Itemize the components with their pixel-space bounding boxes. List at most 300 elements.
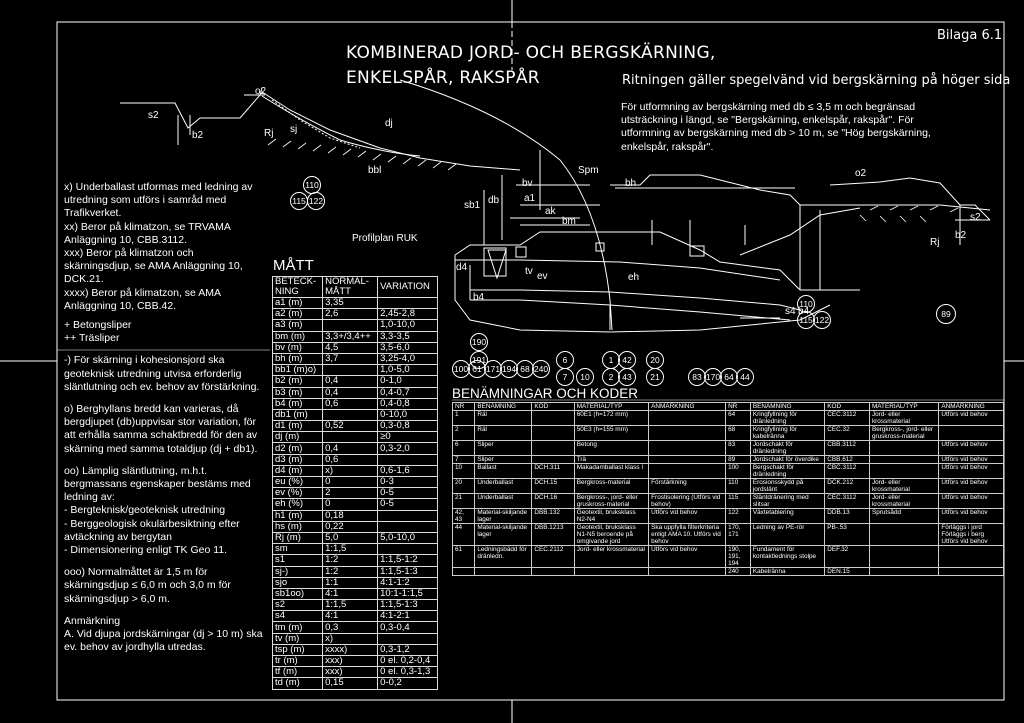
codes-cell — [649, 426, 726, 441]
dimension-row — [273, 566, 438, 577]
dimension-row — [273, 454, 438, 465]
codes-cell: Utförs vid behov — [649, 509, 726, 524]
callout-171: 171 — [484, 360, 502, 378]
note-cohesive-soil: -) För skärning i kohesionsjord ska geoteknisk utredning utvisa erforderlig släntlutning och ev. behov av förstärkning. — [64, 354, 260, 393]
label-o2: o2 — [255, 86, 267, 97]
label-rj-right: Rj — [930, 237, 940, 248]
dimension-variation: 0 el. 0,3-1,3 — [378, 667, 438, 678]
dimension-designation: bv (m) — [273, 342, 323, 353]
label-bv: bv — [522, 178, 533, 189]
dimension-normal: 3,35 — [323, 298, 378, 309]
dimension-designation: sj-) — [273, 566, 323, 577]
dimension-row — [273, 376, 438, 387]
codes-cell — [869, 456, 938, 464]
codes-cell: Makadamballast klass I — [574, 464, 648, 479]
dimension-variation: 0,4-0,8 — [378, 398, 438, 409]
dimension-row — [273, 365, 438, 376]
dimension-designation: b3 (m) — [273, 387, 323, 398]
codes-cell: Växtetablering — [750, 509, 824, 524]
codes-cell: CEC.3112 — [825, 411, 870, 426]
codes-col-header: KOD — [825, 403, 870, 411]
callout-190: 190 — [470, 333, 488, 351]
codes-cell — [532, 411, 574, 426]
codes-col-header: MATERIAL/TYP — [574, 403, 648, 411]
codes-cell: 83 — [726, 441, 751, 456]
codes-cell: Sliper — [475, 456, 532, 464]
dimension-row — [273, 622, 438, 633]
matt-heading: MÅTT — [273, 257, 314, 274]
dimension-designation: a1 (m) — [273, 298, 323, 309]
dimension-row — [273, 421, 438, 432]
callout-21: 21 — [646, 368, 664, 386]
dimension-normal: 5,0 — [323, 532, 378, 543]
callout-7: 7 — [556, 368, 574, 386]
dimension-designation: d3 (m) — [273, 454, 323, 465]
codes-cell: 115 — [726, 494, 751, 509]
dimension-row — [273, 600, 438, 611]
dimension-designation: b4 (m) — [273, 398, 323, 409]
codes-cell: Släntdränering med slitsar — [750, 494, 824, 509]
dimension-normal: 0 — [323, 477, 378, 488]
label-s2-right: s2 — [970, 212, 981, 223]
codes-cell — [869, 464, 938, 479]
dimension-variation — [378, 298, 438, 309]
callout-110: 110 — [303, 176, 321, 194]
dimension-row — [273, 409, 438, 420]
callout-122: 122 — [307, 192, 325, 210]
label-sb1: sb1 — [464, 200, 481, 211]
codes-cell: 110 — [726, 479, 751, 494]
codes-cell: 100 — [726, 464, 751, 479]
dimension-designation: d4 (m) — [273, 465, 323, 476]
dimension-normal — [323, 365, 378, 376]
codes-cell: 60E1 (h=172 mm) — [574, 411, 648, 426]
note-normal-dimension: ooo) Normalmåttet är 1,5 m för skärningsdjup ≤ 6,0 m och 3,0 m för skärningsdjup > 6,0 m. — [64, 566, 231, 605]
dimension-designation: tm (m) — [273, 622, 323, 633]
dimension-normal: 1:2 — [323, 566, 378, 577]
codes-cell: Räl — [475, 426, 532, 441]
label-d4: d4 — [456, 262, 468, 273]
callout-170: 170 — [704, 368, 722, 386]
codes-cell: 20 — [453, 479, 475, 494]
label-rj: Rj — [264, 128, 274, 139]
codes-cell: 6 — [453, 441, 475, 456]
label-b4-left: b4 — [473, 292, 485, 303]
dimension-designation: dj (m) — [273, 432, 323, 443]
label-b2: b2 — [192, 130, 204, 141]
codes-cell: Underballast — [475, 494, 532, 509]
label-dj: dj — [385, 118, 393, 129]
label-profile-plane: Profilplan RUK — [352, 233, 418, 244]
codes-cell: 10 — [453, 464, 475, 479]
codes-cell: 2 — [453, 426, 475, 441]
codes-cell: 89 — [726, 456, 751, 464]
codes-cell: Utförs vid behov — [649, 546, 726, 568]
codes-cell: CBC.3112 — [825, 464, 870, 479]
codes-cell: 1 — [453, 411, 475, 426]
codes-heading: BENÄMNINGAR OCH KODER — [452, 386, 639, 401]
dimension-normal: 2,6 — [323, 309, 378, 320]
codes-cell: Bergkross-, jord- eller gruskross-material — [574, 494, 648, 509]
codes-cell — [869, 524, 938, 546]
label-s4: s4 — [785, 306, 796, 317]
dimension-designation: s2 — [273, 600, 323, 611]
dimension-designation: bm (m) — [273, 331, 323, 342]
codes-cell — [869, 546, 938, 568]
note-climate-ama: xxxx) Beror på klimatzon, se AMA Anläggning 10, CBB.42. — [64, 286, 221, 312]
codes-cell: 7 — [453, 456, 475, 464]
dimension-row — [273, 320, 438, 331]
dimension-row — [273, 398, 438, 409]
codes-cell: Geotextil, bruksklass N2-N4 — [574, 509, 648, 524]
codes-cell: 44 — [453, 524, 475, 546]
dimension-designation: tv (m) — [273, 633, 323, 644]
codes-cell: 61 — [453, 546, 475, 568]
codes-cell — [649, 568, 726, 576]
dimension-row — [273, 633, 438, 644]
dimension-normal: 0,6 — [323, 454, 378, 465]
codes-row — [453, 441, 1004, 456]
codes-cell: Ledning av PE-rör — [750, 524, 824, 546]
label-o2-right: o2 — [855, 168, 867, 179]
codes-cell: Material-skiljande lager — [475, 509, 532, 524]
callout-1: 1 — [602, 351, 620, 369]
dimension-row — [273, 555, 438, 566]
dimension-variation: 0-1,0 — [378, 376, 438, 387]
dimension-normal: 4:1 — [323, 588, 378, 599]
codes-cell: DEN.15 — [825, 568, 870, 576]
codes-cell: Jord- eller krossmaterial — [869, 479, 938, 494]
codes-cell: Jordschakt för överdike — [750, 456, 824, 464]
label-tv: tv — [525, 266, 533, 277]
codes-cell: DCH.15 — [532, 479, 574, 494]
dimension-row — [273, 443, 438, 454]
dimension-row — [273, 532, 438, 543]
dimension-designation: sm — [273, 544, 323, 555]
dimension-normal: 0,52 — [323, 421, 378, 432]
label-db: db — [488, 195, 500, 206]
note-rock-shelf: o) Berghyllans bredd kan varieras, då bergdjupet (db)uppvisar stor variation, för att erhålla samma schaktbredd för den av skärning med samma totaldjup (dj + db1). — [64, 403, 258, 455]
dimension-normal: x) — [323, 633, 378, 644]
dimension-variation: 1,0-10,0 — [378, 320, 438, 331]
dimension-designation: b2 (m) — [273, 376, 323, 387]
codes-cell — [574, 568, 648, 576]
dimension-row — [273, 644, 438, 655]
codes-cell: Jord- eller krossmaterial — [869, 411, 938, 426]
dimension-variation: 0-5 — [378, 488, 438, 499]
callout-10: 10 — [576, 368, 594, 386]
dimension-normal: 4,5 — [323, 342, 378, 353]
dimension-variation — [378, 510, 438, 521]
dimension-designation: bh (m) — [273, 353, 323, 364]
codes-col-header: NR — [453, 403, 475, 411]
codes-row — [453, 509, 1004, 524]
codes-cell: Utförs vid behov — [939, 509, 1004, 524]
dimension-variation: 0,3-0,4 — [378, 622, 438, 633]
note-climate-zone: xx) Beror på klimatzon, se TRVAMA Anläggning 10, CBB.3112. — [64, 220, 231, 246]
dimension-normal: xxx) — [323, 667, 378, 678]
codes-cell: Utförs vid behov — [939, 456, 1004, 464]
codes-cell — [532, 426, 574, 441]
dimension-row — [273, 309, 438, 320]
dimension-variation: 5,0-10,0 — [378, 532, 438, 543]
codes-cell — [475, 568, 532, 576]
codes-cell: Jord- eller krossmaterial — [869, 494, 938, 509]
dimension-row — [273, 488, 438, 499]
dimension-variation: 3,25-4,0 — [378, 353, 438, 364]
dimension-designation: a3 (m) — [273, 320, 323, 331]
codes-col-header: BENÄMNING — [475, 403, 532, 411]
dimension-row — [273, 544, 438, 555]
callout-61: 61 — [468, 360, 486, 378]
codes-cell — [869, 568, 938, 576]
codes-table — [452, 402, 1004, 576]
dimension-row — [273, 611, 438, 622]
callout-122-right: 122 — [813, 311, 831, 329]
right-detail-outline — [830, 178, 990, 220]
dimension-variation: 2,45-2,8 — [378, 309, 438, 320]
dimension-designation: bb1 (m)o) — [273, 365, 323, 376]
drawing-title-line1: KOMBINERAD JORD- OCH BERGSKÄRNING, — [346, 43, 716, 63]
codes-cell: PB-.53 — [825, 524, 870, 546]
codes-cell — [532, 441, 574, 456]
appendix-label: Bilaga 6.1 — [937, 28, 1003, 43]
dimension-designation: tf (m) — [273, 667, 323, 678]
dimension-normal: 0,15 — [323, 678, 378, 689]
callout-6: 6 — [556, 351, 574, 369]
codes-col-header: BENÄMNING — [750, 403, 824, 411]
matt-col-normal: NORMAL- MÅTT — [323, 277, 378, 298]
label-sj: sj — [290, 124, 298, 135]
dimension-row — [273, 588, 438, 599]
dimension-variation: 3,3-3,5 — [378, 331, 438, 342]
codes-cell: Utförs vid behov — [939, 494, 1004, 509]
dimension-row — [273, 678, 438, 689]
dimension-variation: 1:1,5-1:2 — [378, 555, 438, 566]
info-paragraph: För utformning av bergskärning med db ≤ 3,5 m och begränsad utsträckning i längd, se "Bergskärning, enkelspår, rakspår". För utformning av bergskärning med db > 10 m, se "Hög bergskärning, enkelspår, rakspår". — [621, 101, 931, 153]
codes-col-header: MATERIAL/TYP — [869, 403, 938, 411]
codes-cell: Ballast — [475, 464, 532, 479]
dimension-normal: 2 — [323, 488, 378, 499]
codes-cell: Utförs vid behov — [939, 464, 1004, 479]
dimension-row — [273, 510, 438, 521]
codes-cell: Ska uppfylla filterkriteria enligt AMA 10. Utförs vid behov — [649, 524, 726, 546]
label-bbl: bbl — [368, 165, 382, 176]
dimension-row — [273, 432, 438, 443]
codes-col-header: KOD — [532, 403, 574, 411]
codes-cell: Kringfyllning för dränledning — [750, 411, 824, 426]
dimension-row — [273, 499, 438, 510]
callout-83: 83 — [688, 368, 706, 386]
dimension-row — [273, 387, 438, 398]
codes-cell: DCK.212 — [825, 479, 870, 494]
left-section-outline — [120, 88, 262, 128]
codes-cell: Geotextil, bruksklass N1-N5 beroende på omgivande jord — [574, 524, 648, 546]
codes-cell — [453, 568, 475, 576]
dimension-designation: s1 — [273, 555, 323, 566]
codes-cell: Bergkross-material — [574, 479, 648, 494]
label-ev: ev — [537, 271, 548, 282]
notes-column — [64, 181, 264, 655]
dimension-variation — [378, 633, 438, 644]
codes-cell: Förläggs i jord Förläggs i berg Utförs vid behov — [939, 524, 1004, 546]
dimension-normal: 0,6 — [323, 398, 378, 409]
codes-cell: 64 — [726, 411, 751, 426]
callout-42: 42 — [618, 351, 636, 369]
callout-110-right: 110 — [797, 295, 815, 313]
drawing-title-line2: ENKELSPÅR, RAKSPÅR — [346, 68, 540, 88]
dimension-normal: 0,18 — [323, 510, 378, 521]
dimension-normal — [323, 432, 378, 443]
dimension-row — [273, 342, 438, 353]
dimension-designation: ev (%) — [273, 488, 323, 499]
codes-cell: Förstärkning — [649, 479, 726, 494]
codes-cell: 122 — [726, 509, 751, 524]
callout-100: 100 — [452, 360, 470, 378]
dimension-designation: sb1oo) — [273, 588, 323, 599]
label-bm: bm — [562, 216, 576, 227]
dimension-designation: Rj (m) — [273, 532, 323, 543]
codes-row — [453, 494, 1004, 509]
dimension-designation: sjo — [273, 577, 323, 588]
callout-2: 2 — [602, 368, 620, 386]
dimension-normal: 0,4 — [323, 443, 378, 454]
codes-cell: Bergkross-, jord- eller gruskross-material — [869, 426, 938, 441]
codes-cell: CEC.32 — [825, 426, 870, 441]
dimension-normal: 0,3 — [323, 622, 378, 633]
dimension-variation — [378, 544, 438, 555]
dimension-variation: 0-0,2 — [378, 678, 438, 689]
dimension-normal: xxxx) — [323, 644, 378, 655]
codes-cell: Ledningsbädd för dränledn. — [475, 546, 532, 568]
dimension-table — [272, 276, 438, 690]
codes-cell — [649, 456, 726, 464]
label-eh: eh — [628, 272, 640, 283]
codes-cell: DBB.1213 — [532, 524, 574, 546]
label-b2-right: b2 — [955, 230, 967, 241]
codes-cell: 170, 171 — [726, 524, 751, 546]
label-b4-right: b4 — [798, 306, 810, 317]
codes-cell: Jordschakt för dränledning — [750, 441, 824, 456]
codes-cell: Bergschakt för dränledning — [750, 464, 824, 479]
dimension-normal: 3,7 — [323, 353, 378, 364]
dimension-row — [273, 667, 438, 678]
codes-row — [453, 546, 1004, 568]
dimension-designation: tsp (m) — [273, 644, 323, 655]
dimension-normal: 1:1,5 — [323, 544, 378, 555]
codes-cell — [939, 568, 1004, 576]
codes-cell — [532, 568, 574, 576]
codes-cell: 190, 191, 194 — [726, 546, 751, 568]
dimension-normal: 0 — [323, 499, 378, 510]
dimension-designation: s4 — [273, 611, 323, 622]
earth-slope — [262, 92, 520, 170]
codes-cell: DEF.32 — [825, 546, 870, 568]
dimension-normal: 0,4 — [323, 387, 378, 398]
note-underballast: x) Underballast utformas med ledning av utredning som utförs i samråd med Trafikverket. — [64, 181, 253, 220]
dimension-variation: 4:1-1:2 — [378, 577, 438, 588]
codes-cell: DBB.132 — [532, 509, 574, 524]
callout-115: 115 — [290, 192, 308, 210]
dimension-variation: 4:1-2:1 — [378, 611, 438, 622]
dimension-row — [273, 298, 438, 309]
dimension-variation: 0-5 — [378, 499, 438, 510]
codes-cell — [649, 411, 726, 426]
dimension-normal: 1:2 — [323, 555, 378, 566]
dimension-designation: a2 (m) — [273, 309, 323, 320]
codes-cell — [939, 546, 1004, 568]
codes-cell — [532, 456, 574, 464]
dimension-normal: xxx) — [323, 656, 378, 667]
codes-cell: CEC.3112 — [825, 494, 870, 509]
ground-line — [610, 175, 990, 210]
codes-cell: Utförs vid behov — [939, 441, 1004, 456]
codes-cell: Jord- eller krossmaterial — [574, 546, 648, 568]
codes-cell: 240 — [726, 568, 751, 576]
codes-row — [453, 524, 1004, 546]
dimension-variation: 1:1,5-1:3 — [378, 566, 438, 577]
cut-bottom — [455, 255, 830, 332]
dimension-row — [273, 353, 438, 364]
callout-43: 43 — [618, 368, 636, 386]
matt-col-designation: BETECK- NING — [273, 277, 323, 298]
codes-cell: Underballast — [475, 479, 532, 494]
note-climate-depth: xxx) Beror på klimatzon och skärningsdjup, se AMA Anläggning 10, DCK.21. — [64, 247, 243, 286]
codes-row — [453, 568, 1004, 576]
codes-cell: Fundament för kontaktlednings stolpe — [750, 546, 824, 568]
dimension-variation: ≥0 — [378, 432, 438, 443]
callout-89: 89 — [936, 304, 956, 324]
dimension-designation: td (m) — [273, 678, 323, 689]
dimension-variation: 1:1,5-1:3 — [378, 600, 438, 611]
codes-cell: Utförs vid behov — [939, 479, 1004, 494]
dimension-normal: 4:1 — [323, 611, 378, 622]
codes-cell: 50E3 (h=155 mm) — [574, 426, 648, 441]
codes-cell — [649, 441, 726, 456]
dimension-variation: 0,6-1,6 — [378, 465, 438, 476]
codes-cell: Kabelränna — [750, 568, 824, 576]
codes-col-header: ANMÄRKNING — [939, 403, 1004, 411]
callout-64: 64 — [720, 368, 738, 386]
dimension-designation: d2 (m) — [273, 443, 323, 454]
codes-cell: Kringfyllning för kabelränna — [750, 426, 824, 441]
dimension-variation: 1,0-5,0 — [378, 365, 438, 376]
dimension-normal: 0,4 — [323, 376, 378, 387]
dimension-designation: tr (m) — [273, 656, 323, 667]
codes-col-header: ANMÄRKNING — [649, 403, 726, 411]
codes-cell: 68 — [726, 426, 751, 441]
label-ak: ak — [545, 206, 556, 217]
dimension-normal: 0,22 — [323, 521, 378, 532]
callout-115-right: 115 — [797, 311, 815, 329]
label-a1: a1 — [524, 193, 536, 204]
codes-cell: DCH.311 — [532, 464, 574, 479]
dimension-variation: 0,3-2,0 — [378, 443, 438, 454]
matt-col-variation: VARIATION — [378, 277, 438, 298]
callout-68: 68 — [516, 360, 534, 378]
codes-cell: CBB.612 — [825, 456, 870, 464]
callout-194: 194 — [500, 360, 518, 378]
codes-cell: Sliper — [475, 441, 532, 456]
dimension-variation: 10:1-1:1,5 — [378, 588, 438, 599]
dimension-designation: db1 (m) — [273, 409, 323, 420]
codes-cell — [649, 464, 726, 479]
codes-cell: 21 — [453, 494, 475, 509]
dimension-designation: eu (%) — [273, 477, 323, 488]
dimension-variation: 0 el. 0,2-0,4 — [378, 656, 438, 667]
dimension-normal — [323, 409, 378, 420]
dimension-row — [273, 477, 438, 488]
